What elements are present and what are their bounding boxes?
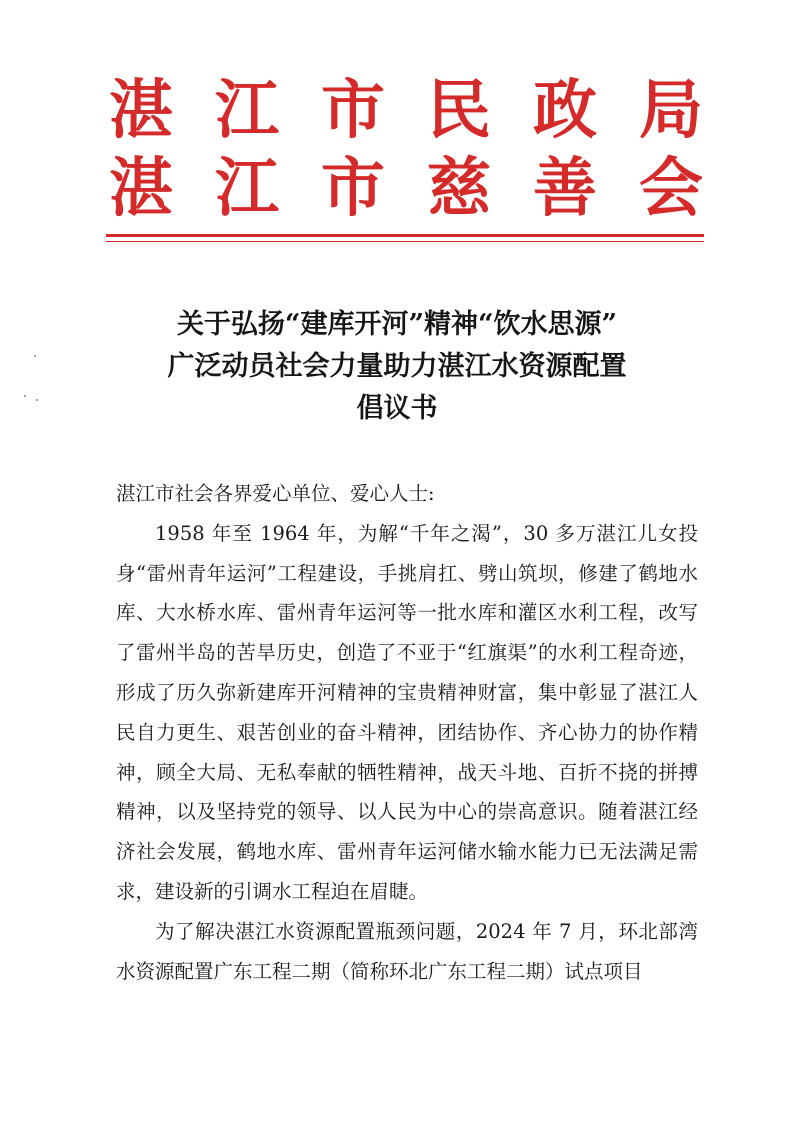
letterhead-char: 江: [215, 73, 279, 148]
letterhead-divider-thin: [106, 241, 704, 242]
scan-speck: [34, 355, 36, 357]
letterhead-char: 慈: [427, 151, 491, 226]
letterhead-line-civil-affairs-bureau: [108, 72, 704, 150]
paragraph-1: 1958 年至 1964 年，为解“千年之渴”，30 多万湛江儿女投身“雷州青年运河”工程建设，手挑肩扛、劈山筑坝，修建了鹤地水库、大水桥水库、雷州青年运河等一批水库和灌区水利工程，改写了雷州半岛的苦旱历史，创造了不亚于“红旗渠”的水利工程奇迹，形成了历久弥新建库开河精神的宝贵精神财富，集中彰显了湛江人民自力更生、艰苦创业的奋斗精神，团结协作、齐心协力的协作精神，顾全大局、无私奉献的牺牲精神，战天斗地、百折不挠的拼搏精神，以及坚持党的领导、以人民为中心的崇高意识。随着湛江经济社会发展，鹤地水库、雷州青年运河储水输水能力已无法满足需求，建设新的引调水工程迫在眉睫。: [116, 521, 698, 903]
letterhead-char: 善: [533, 151, 597, 226]
scan-speck: [36, 399, 38, 401]
document-title: [60, 304, 734, 430]
salutation: 湛江市社会各界爱心单位、爱心人士:: [116, 482, 435, 505]
title-line-3: 倡议书: [356, 393, 438, 424]
letterhead-line-charity-association: [108, 150, 704, 228]
letterhead-divider-thick: [106, 234, 704, 237]
letterhead-char: 会: [639, 151, 703, 226]
title-line-2: 广泛动员社会力量助力湛江水资源配置: [167, 351, 627, 382]
letterhead-char: 民: [427, 73, 491, 148]
letterhead-char: 市: [321, 151, 385, 226]
letterhead-char: 政: [533, 73, 597, 148]
letterhead-char: 市: [321, 73, 385, 148]
letterhead-char: 局: [639, 73, 703, 148]
letterhead: [108, 72, 704, 228]
paragraph-2: 为了解决湛江水资源配置瓶颈问题，2024 年 7 月，环北部湾水资源配置广东工程二期（简称环北广东工程二期）试点项目: [116, 919, 698, 983]
letterhead-char: 湛: [109, 73, 173, 148]
letterhead-char: 湛: [109, 151, 173, 226]
scan-speck: [24, 395, 26, 397]
letterhead-char: 江: [215, 151, 279, 226]
title-line-1: 关于弘扬“建库开河”精神“饮水思源”: [176, 309, 618, 340]
document-body: [116, 474, 698, 991]
